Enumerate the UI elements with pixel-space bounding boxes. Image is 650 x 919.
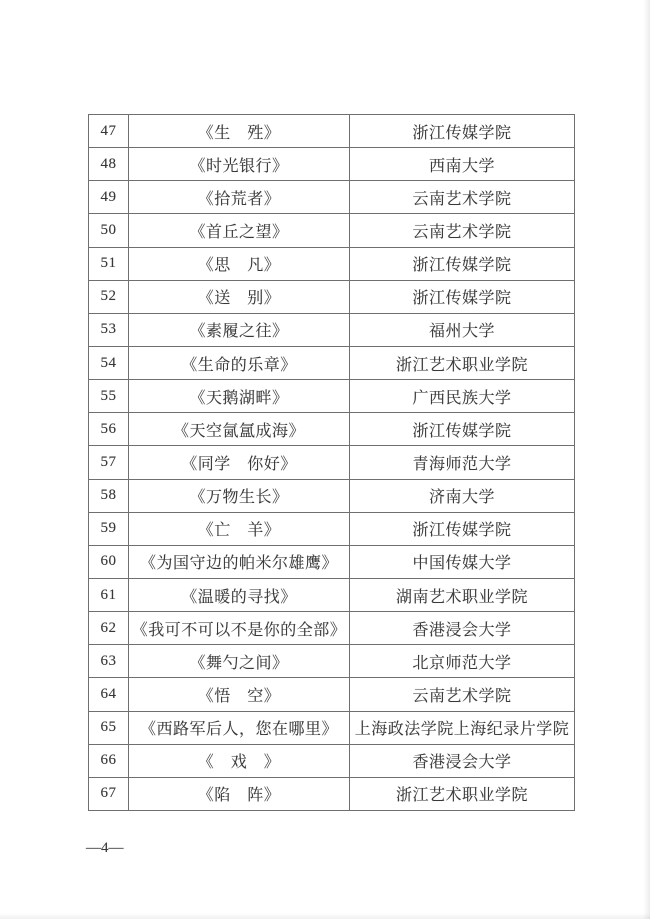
work-title-cell: 《同学 你好》 [129,446,350,479]
work-title-cell: 《首丘之望》 [129,214,350,247]
work-title-cell: 《拾荒者》 [129,181,350,214]
row-number-cell: 50 [89,214,129,247]
work-title-cell: 《西路军后人，您在哪里》 [129,711,350,744]
row-number-cell: 59 [89,512,129,545]
university-cell: 云南艺术学院 [350,678,575,711]
scan-edge-right [643,0,650,919]
university-cell: 中国传媒大学 [350,545,575,578]
work-title-cell: 《天空氤氲成海》 [129,413,350,446]
university-cell: 上海政法学院上海纪录片学院 [350,711,575,744]
university-cell: 云南艺术学院 [350,181,575,214]
university-cell: 西南大学 [350,148,575,181]
table-row [89,380,575,413]
university-cell: 浙江艺术职业学院 [350,777,575,810]
university-cell: 香港浸会大学 [350,744,575,777]
row-number-cell: 63 [89,645,129,678]
table-row [89,545,575,578]
university-cell: 青海师范大学 [350,446,575,479]
work-title-cell: 《思 凡》 [129,247,350,280]
row-number-cell: 52 [89,280,129,313]
work-title-cell: 《悟 空》 [129,678,350,711]
work-title-cell: 《送 别》 [129,280,350,313]
university-cell: 浙江传媒学院 [350,247,575,280]
work-title-cell: 《 戏 》 [129,744,350,777]
row-number-cell: 56 [89,413,129,446]
row-number-cell: 57 [89,446,129,479]
work-title-cell: 《为国守边的帕米尔雄鹰》 [129,545,350,578]
table-row [89,247,575,280]
university-cell: 济南大学 [350,479,575,512]
row-number-cell: 51 [89,247,129,280]
table-row [89,578,575,611]
table-row [89,744,575,777]
work-title-cell: 《时光银行》 [129,148,350,181]
row-number-cell: 66 [89,744,129,777]
university-cell: 浙江传媒学院 [350,115,575,148]
table-row [89,313,575,346]
row-number-cell: 65 [89,711,129,744]
table-row [89,678,575,711]
table-row [89,512,575,545]
work-title-cell: 《生命的乐章》 [129,346,350,379]
work-title-cell: 《舞勺之间》 [129,645,350,678]
university-cell: 浙江传媒学院 [350,413,575,446]
table-row [89,148,575,181]
row-number-cell: 48 [89,148,129,181]
table-row [89,181,575,214]
scan-edge-bottom [0,913,650,919]
table-row [89,280,575,313]
table-row [89,711,575,744]
work-title-cell: 《万物生长》 [129,479,350,512]
work-title-cell: 《我可不可以不是你的全部》 [129,612,350,645]
work-title-cell: 《陷 阵》 [129,777,350,810]
university-cell: 香港浸会大学 [350,612,575,645]
row-number-cell: 54 [89,346,129,379]
university-cell: 浙江传媒学院 [350,280,575,313]
works-table-body [89,115,575,811]
table-row [89,346,575,379]
table-row [89,413,575,446]
row-number-cell: 49 [89,181,129,214]
university-cell: 云南艺术学院 [350,214,575,247]
university-cell: 浙江传媒学院 [350,512,575,545]
work-title-cell: 《亡 羊》 [129,512,350,545]
university-cell: 北京师范大学 [350,645,575,678]
table-row [89,446,575,479]
university-cell: 福州大学 [350,313,575,346]
work-title-cell: 《天鹅湖畔》 [129,380,350,413]
table-row [89,612,575,645]
works-table [88,114,575,811]
university-cell: 湖南艺术职业学院 [350,578,575,611]
row-number-cell: 64 [89,678,129,711]
university-cell: 浙江艺术职业学院 [350,346,575,379]
row-number-cell: 58 [89,479,129,512]
university-cell: 广西民族大学 [350,380,575,413]
row-number-cell: 47 [89,115,129,148]
row-number-cell: 62 [89,612,129,645]
table-row [89,115,575,148]
row-number-cell: 53 [89,313,129,346]
row-number-cell: 67 [89,777,129,810]
work-title-cell: 《素履之往》 [129,313,350,346]
table-row [89,214,575,247]
row-number-cell: 60 [89,545,129,578]
page-number: —4— [86,840,124,856]
table-row [89,777,575,810]
row-number-cell: 55 [89,380,129,413]
table-row [89,479,575,512]
row-number-cell: 61 [89,578,129,611]
table-row [89,645,575,678]
work-title-cell: 《生 殅》 [129,115,350,148]
work-title-cell: 《温暖的寻找》 [129,578,350,611]
